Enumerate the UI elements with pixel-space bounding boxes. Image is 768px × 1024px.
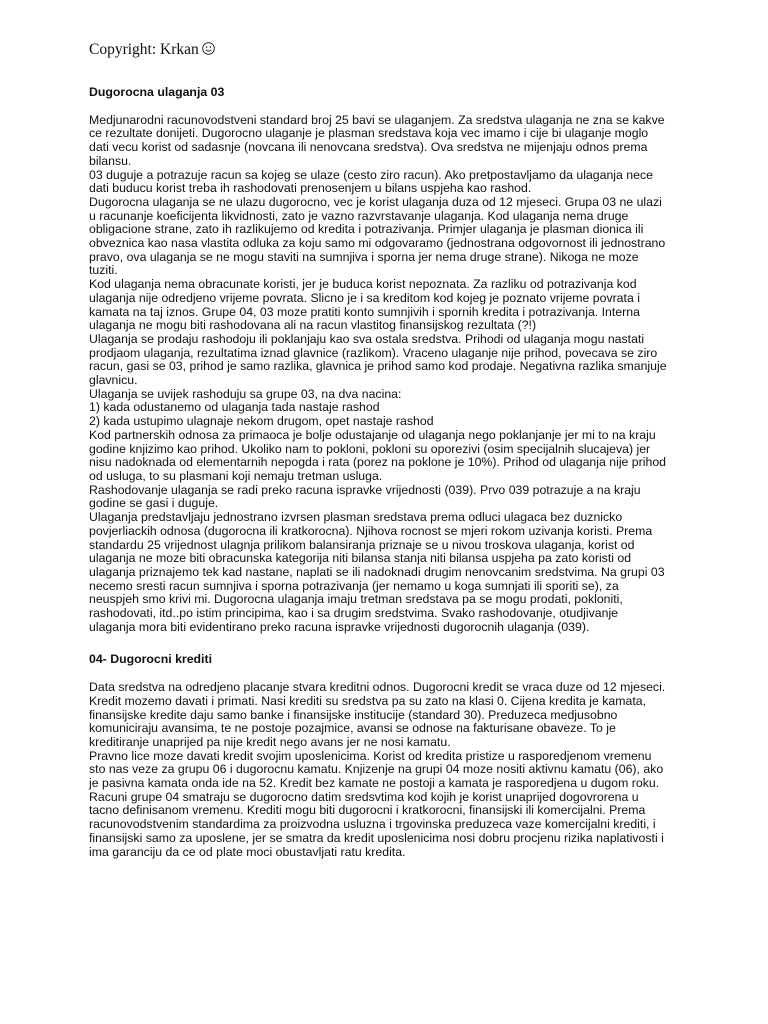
text-line: nisu nadoknada od elementarnih nepogda i rata (porez na poklone je 10%). Prihod od ulaganja nije prihod [89, 455, 666, 470]
text-line: ulaganja ne moze biti obracunska kategorija niti bilansa stanja niti bilansa uspjeha pa zato koristi od [89, 551, 632, 566]
text-line: prodjaom ulaganja, rezultatima iznad glavnice (razlikom). Vraceno ulaganje nije prihod, povecava se ziro [89, 345, 658, 360]
text-line: godine knjizimo kao prihod. Ukoliko nam to pokloni, pokloni su oporezivi (osim specijalnih slucajeva) jer [89, 441, 651, 456]
text-line: ce rezultate donijeti. Dugorocno ulaganje je plasman sredstava koja vec imamo i cije bi ulaganje moglo [89, 126, 649, 141]
text-line: Pravno lice moze davati kredit svojim uposlenicima. Korist od kredita pristize u rasporedjenom vremenu [89, 748, 652, 763]
text-line: Ulaganja se uvijek rashoduju sa grupe 03, na dva nacina: [89, 386, 402, 401]
text-line: Data sredstva na odredjeno placanje stvara kreditni odnos. Dugorocni kredit se vraca duze od 12 mjeseci. [89, 680, 666, 695]
smiley-icon [202, 41, 215, 61]
section-heading-dugorocna-ulaganja: Dugorocna ulaganja 03 [89, 85, 225, 99]
copyright-line [89, 40, 215, 61]
text-line: komuniciraju avansima, te ne postoje pozajmice, avansi se odnose na fakturisane obaveze. To je [89, 721, 616, 736]
text-line: ima garanciju da ce od plate moci obustavljati ratu kredita. [89, 844, 406, 859]
text-line: ulaganja priznajemo tek kad nastane, naplati se ili nadoknadi drugim nenovcanim sredstvima. Na grupi 03 [89, 564, 665, 579]
text-line: Medjunarodni racunovodstveni standard broj 25 bavi se ulaganjem. Za sredstva ulaganja ne zna se kakve [89, 112, 665, 127]
text-line: necemo sresti racun sumnjiva i sporna potrazivanja (jer nemamo u koga sumnjati ili sporiti se), za [89, 578, 619, 593]
text-line: neuspjeh smo krivi mi. Dugorocna ulaganja imaju tretman sredstava pa se mogu prodati, pokloniti, [89, 592, 623, 607]
section-heading-dugorocni-krediti: 04- Dugorocni krediti [89, 652, 212, 667]
text-line: u racunanje koeficijenta likvidnosti, zato je vazno razvrstavanje ulaganja. Kod ulaganja nema druge [89, 208, 629, 223]
text-line: tacno definisanom vremenu. Krediti mogu biti dugorocni i kratkorocni, finansijski ili komercijalni. Prema [89, 803, 646, 818]
text-line: kamata na taj iznos. Grupe 04, 03 moze pratiti konto sumnjivih i spornih kredita i potrazivanja. Interna [89, 304, 640, 319]
text-line: ulaganja ne mogu biti rashodovana ali na racun vlastitog finansijskog rezultata (?!) [89, 318, 537, 333]
text-line: Rashodovanje ulaganja se radi preko racuna ispravke vrijednosti (039). Prvo 039 potrazuje a na kraju [89, 482, 641, 497]
text-line: povjerliackih odnosa (dugorocna ili kratkorocna). Njihova rocnost se mjeri rokom uzivanja koristi. Prema [89, 523, 653, 538]
text-line: racun, gasi se 03, prihod je samo razlika, glavnica je prihod samo kod prodaje. Negativna razlika smanjuje [89, 359, 667, 374]
document-body [89, 86, 689, 859]
text-line: finansijski samo za uposlene, jer se smatra da kredit uposlenicima nosi dobru procjenu rizika naplativosti i [89, 830, 664, 845]
text-line: ulaganja nije odredjeno vrijeme povrata. Slicno je i sa kreditom kod kojeg je poznato vrijeme povrata i [89, 290, 640, 305]
text-line: racunovodstvenim standardima za proizvodna usluzna i trgovinska preduzeca vaze komercijalni krediti, i [89, 817, 656, 832]
text-line: bilansu. [89, 153, 132, 168]
text-line: 03 duguje a potrazuje racun sa kojeg se ulaze (cesto ziro racun). Ako pretpostavljamo da ulaganja nece [89, 167, 653, 182]
text-line: Kod partnerskih odnosa za primaoca je bolje odustajanje od ulaganja nego poklanjanje jer mi to na kraju [89, 427, 656, 442]
text-line: godine se gasi i duguje. [89, 496, 219, 511]
text-line: od usluga, to su plasmani koji nemaju tretman usluga. [89, 468, 383, 483]
text-line: Racuni grupe 04 smatraju se dugorocno datim sredsvtima kod kojih je korist unaprijed dogovrorena u [89, 789, 639, 804]
section-body-dugorocni-krediti [89, 681, 689, 859]
text-line: je pasivna kamata onda ide na 52. Kredit bez kamate ne postoji a kamata je rasporedjena u dugom roku. [89, 776, 660, 791]
text-line: Kod ulaganja nema obracunate koristi, jer je buduca korist nepoznata. Za razliku od potrazivanja kod [89, 277, 637, 292]
text-line: 1) kada odustanemo od ulaganja tada nastaje rashod [89, 400, 380, 415]
text-line: dati buducu korist treba ih rashodovati prenosenjem u bilans uspjeha kao rashod. [89, 181, 532, 196]
text-line: standardu 25 vrijednost ulagnja prilikom balansiranja priznaje se u nivou troskova ulaganja, korist od [89, 537, 635, 552]
text-line: Dugorocna ulaganja se ne ulazu dugorocno, vec je korist ulaganja duza od 12 mjeseci. Grupa 03 ne ulazi [89, 194, 662, 209]
text-line: 2) kada ustupimo ulagnaje nekom drugom, opet nastaje rashod [89, 414, 434, 429]
text-line: ulaganja mora biti evidentirano preko racuna ispravke vrijednosti dugorocnih ulaganja (039). [89, 619, 590, 634]
section-body-dugorocna-ulaganja [89, 114, 689, 635]
text-line: rashodovati, itd..po istim principima, kao i sa drugim sredstvima. Svako rashodovanje, otudjivanje [89, 606, 619, 621]
text-line: Kredit mozemo davati i primati. Nasi krediti su sredstva pa su zato na klasi 0. Cijena kredita je kamata, [89, 693, 647, 708]
text-line: sto nas veze za grupu 06 i dugorocnu kamatu. Knjizenje na grupi 04 moze nositi aktivnu kamatu (06), ako [89, 762, 664, 777]
text-line: tuziti. [89, 263, 118, 278]
text-line: obveznica kao nasa vlastita odluka za koju samo mi odgovaramo (jednostrana odgovornost ili jednostrano [89, 236, 666, 251]
text-line: Ulaganja predstavljaju jednostrano izvrsen plasman sredstava prema odluci ulagaca bez duznicko [89, 510, 623, 525]
text-line: dati vecu korist od sadasnje (novcana ili nenovcana sredstva). Ova sredstva ne mijenjaju odnos prema [89, 140, 648, 155]
text-line: finansijske kredite daju samo banke i finansijske institucije (standard 30). Preduzeca medjusobno [89, 707, 618, 722]
text-line: kreditiranje unaprijed pa nije kredit nego avans jer ne nosi kamatu. [89, 734, 451, 749]
text-line: pravo, ova ulaganja se ne mogu staviti na sumnjiva i sporna jer nema druge strane). Nikoga ne moze [89, 249, 639, 264]
text-line: Ulaganja se prodaju rashodoju ili poklanjaju kao sva ostala sredstva. Prihodi od ulaganja mogu nastati [89, 331, 645, 346]
text-line: glavnicu. [89, 373, 138, 388]
copyright-text: Copyright: Krkan [89, 41, 199, 58]
text-line: obligacione strane, zato ih razlikujemo od kredita i potrazivanja. Primjer ulaganja je plasman dionica ili [89, 222, 644, 237]
